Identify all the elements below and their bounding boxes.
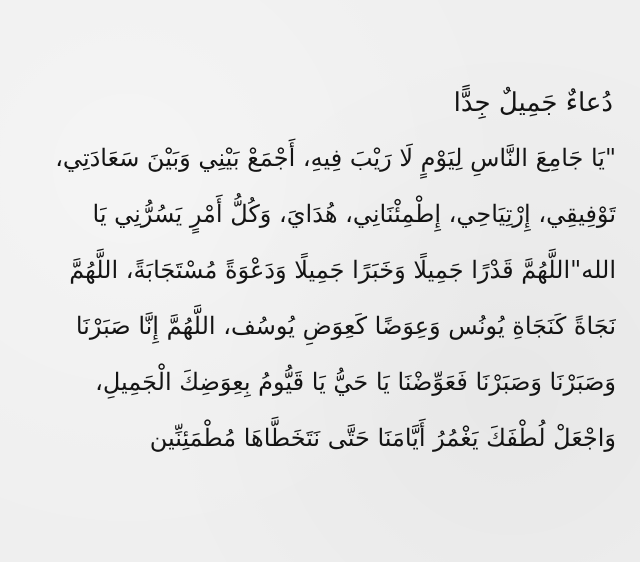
prayer-line-4: نَجَاةً كَنَجَاةِ يُونُس وَعِوَضًا كَعِوَضِ يُوسُف، اللَّهُمَّ إِنَّا صَبَرْنَا: [75, 312, 616, 340]
prayer-line-6: وَاجْعَلْ لُطْفَكَ يَغْمُرُ أَيَّامَنَا حَتَّى نَتَخَطَّاهَا مُطْمَئِنِّين: [149, 424, 616, 452]
prayer-line-1: "يَا جَامِعَ النَّاسِ لِيَوْمٍ لَا رَيْبَ فِيهِ، أَجْمَعْ بَيْنِي وَبَيْنَ سَعَادَتِي،: [55, 144, 616, 172]
prayer-text-block: [12, 76, 616, 466]
prayer-title: دُعاءٌ جَمِيلٌ جِدًّا: [453, 88, 613, 118]
prayer-line-2: تَوْفِيقِي، إِرْتِيَاحِي، إِطْمِئْنَانِي، هُدَايَ، وَكُلُّ أَمْرٍ يَسُرُّنِي يَا: [92, 200, 616, 228]
prayer-line-3: الله"اللَّهُمَّ قَدْرًا جَمِيلًا وَخَبَرًا جَمِيلًا وَدَعْوَةً مُسْتَجَابَةً، اللَّهُمَّ: [69, 256, 616, 284]
prayer-line-5: وَصَبَرْنَا وَصَبَرْنَا فَعَوِّضْنَا يَا حَيُّ يَا قَيُّومُ بِعِوَضِكَ الْجَمِيلِ،: [95, 368, 616, 396]
